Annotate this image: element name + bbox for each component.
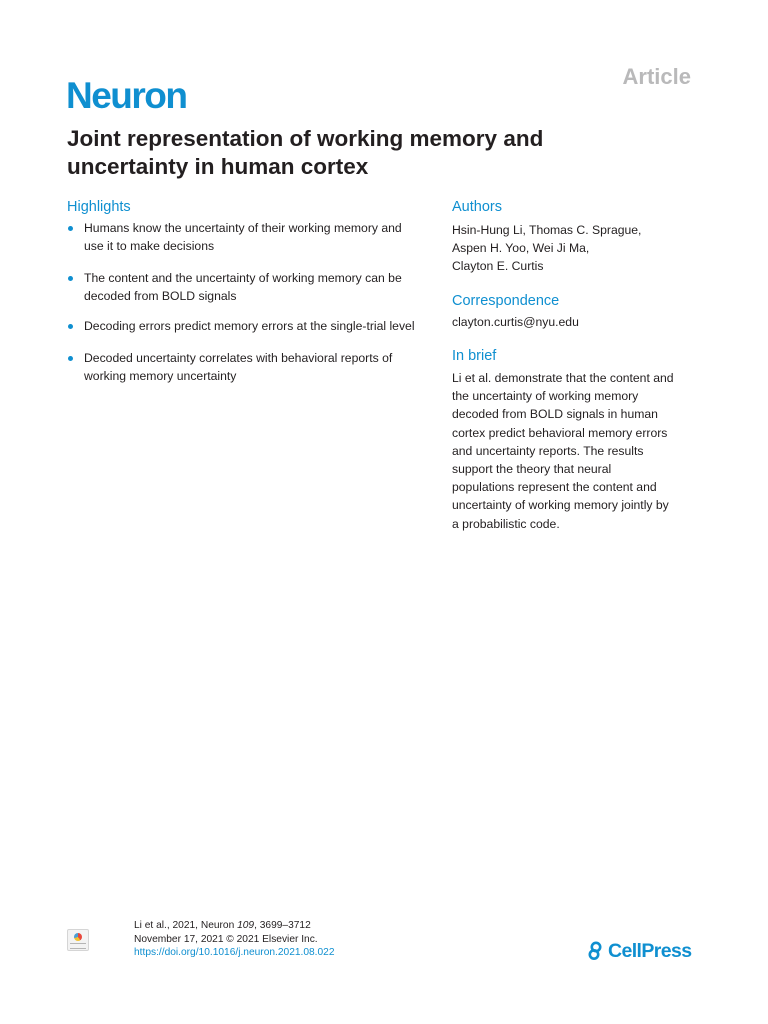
highlight-item [67, 219, 402, 255]
cellpress-wordmark: CellPress [608, 940, 692, 962]
citation-line [134, 919, 335, 933]
in-brief-line: uncertainty of working memory jointly by [452, 498, 669, 513]
in-brief-line: Li et al. demonstrate that the content and [452, 371, 674, 385]
article-type-label: Article [622, 64, 691, 89]
citation-volume: 109 [237, 920, 255, 931]
bullet-icon [68, 356, 73, 361]
cellpress-mark-icon [587, 941, 605, 961]
doi-link[interactable]: https://doi.org/10.1016/j.neuron.2021.08.022 [134, 947, 335, 958]
badge-dot-icon [74, 933, 82, 941]
highlight-text: decoded from BOLD signals [84, 289, 237, 303]
in-brief-line: support the theory that neural [452, 462, 612, 477]
bullet-icon [68, 324, 73, 329]
highlights-heading: Highlights [67, 199, 131, 215]
highlight-item [67, 349, 392, 385]
email-link[interactable]: clayton.curtis@nyu.edu [452, 315, 579, 329]
in-brief-heading: In brief [452, 348, 497, 364]
authors-heading: Authors [452, 199, 502, 215]
citation-block [134, 919, 335, 960]
citation-prefix: Li et al., 2021, Neuron [134, 920, 238, 931]
in-brief-line: the uncertainty of working memory [452, 389, 639, 404]
highlight-text: The content and the uncertainty of working memory can be [84, 271, 402, 285]
highlight-item [67, 269, 402, 305]
in-brief-line: cortex predict behavioral memory errors [452, 425, 668, 440]
in-brief-line: populations represent the content and [452, 480, 657, 495]
correspondence-email[interactable] [452, 313, 702, 331]
cellpress-logo[interactable] [587, 938, 692, 964]
article-title [67, 125, 667, 181]
journal-logo: Neuron [66, 75, 187, 116]
highlight-text: working memory uncertainty [84, 369, 237, 383]
badge-text-icon [70, 943, 86, 949]
authors-line: Hsin-Hung Li, Thomas C. Sprague, [452, 223, 642, 237]
highlight-text: Decoded uncertainty correlates with behavioral reports of [84, 351, 393, 365]
bullet-icon [68, 226, 73, 231]
highlight-item [67, 317, 415, 335]
in-brief-line: a probabilistic code. [452, 516, 560, 531]
authors-list [452, 221, 702, 276]
check-for-updates-icon[interactable] [67, 929, 89, 951]
title-line: uncertainty in human cortex [67, 154, 369, 179]
in-brief-text [452, 369, 702, 533]
correspondence-heading: Correspondence [452, 293, 560, 309]
citation-pages: , 3699–3712 [254, 920, 311, 931]
highlight-text: Decoding errors predict memory errors at the single-trial level [84, 319, 415, 333]
authors-line: Clayton E. Curtis [452, 259, 544, 274]
in-brief-line: decoded from BOLD signals in human [452, 407, 658, 422]
highlight-text: use it to make decisions [84, 239, 215, 253]
date-line: November 17, 2021 © 2021 Elsevier Inc. [134, 933, 318, 945]
authors-line: Aspen H. Yoo, Wei Ji Ma, [452, 241, 590, 256]
bullet-icon [68, 276, 73, 281]
highlight-text: Humans know the uncertainty of their working memory and [84, 221, 402, 235]
in-brief-line: and uncertainty reports. The results [452, 443, 644, 458]
title-line: Joint representation of working memory and [67, 126, 544, 151]
